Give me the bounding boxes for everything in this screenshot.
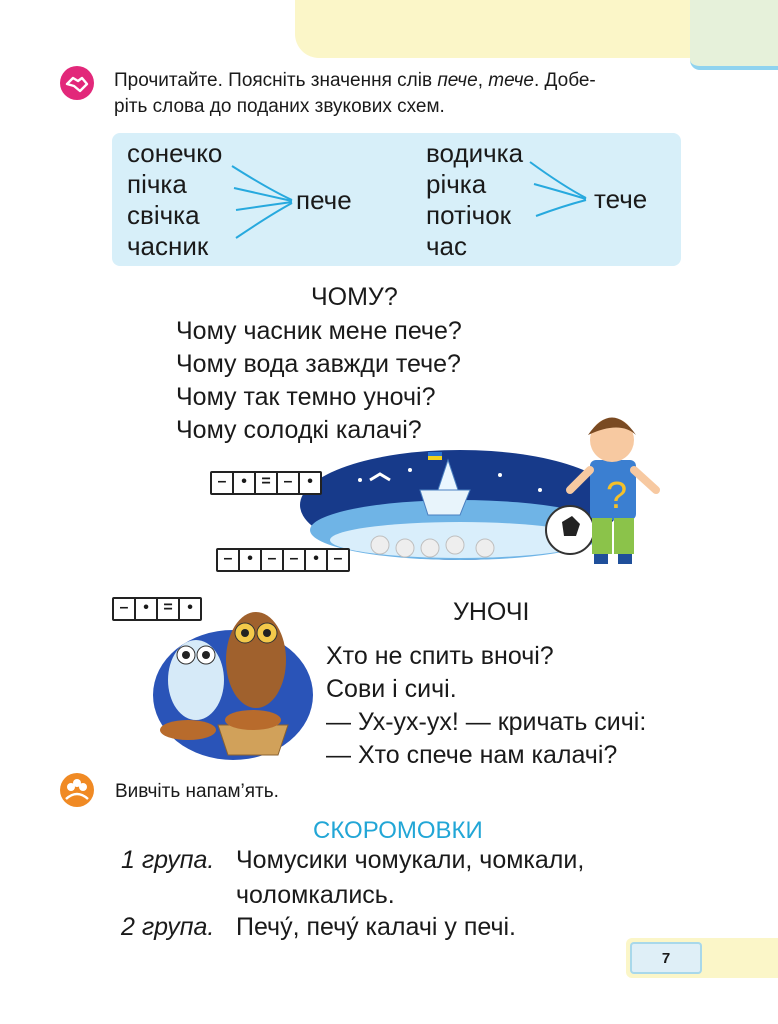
- poem2-text: Хто не спить вночі? Сови і сичі. — Ух-ух-ух! — кричать сичі: — Хто спече нам калачі?: [326, 642, 647, 769]
- exercise2-instruction: Вивчіть напам’ять.: [115, 781, 279, 802]
- tongue-twister-group1-text: Чомусики чомукали, чомкали, чоломкались.: [236, 846, 585, 909]
- poem1-title: ЧОМУ?: [311, 283, 398, 311]
- page-number: 7: [630, 942, 702, 974]
- sound-scheme-2: – • – – • –: [216, 548, 350, 572]
- group-icon: [60, 773, 94, 807]
- target-word-right: тече: [594, 184, 648, 214]
- top-band-tab: [690, 0, 778, 70]
- arrows-right: [528, 158, 594, 238]
- svg-text:?: ?: [606, 475, 628, 517]
- target-word-left: пече: [296, 185, 352, 215]
- poem1-text: Чому часник мене пече? Чому вода завжди тече? Чому так темно уночі? Чому солодкі калачі?: [176, 317, 462, 444]
- arrows-left: [230, 160, 300, 250]
- handshake-icon: [60, 66, 94, 100]
- tongue-twisters-title: СКОРОМОВКИ: [313, 817, 483, 844]
- tongue-twister-group2-label: 2 група.: [121, 913, 215, 941]
- sound-scheme-1: – • = – •: [210, 471, 322, 495]
- owls-illustration: [148, 605, 318, 765]
- word-list-left: сонечко пічка свічка часник: [127, 138, 223, 261]
- tongue-twister-group1-label: 1 група.: [121, 846, 215, 874]
- sound-scheme-3: – • = •: [112, 597, 202, 621]
- poem2-title: УНОЧІ: [453, 598, 530, 626]
- tongue-twister-group2-text: Печу́, печу́ калачі у печі.: [236, 913, 516, 941]
- exercise1-instruction: Прочитайте. Поясніть значення слів пече, тече. Добе- ріть слова до поданих звукових схем.: [114, 70, 596, 117]
- word-list-right: водичка річка потічок час: [426, 138, 524, 261]
- night-sea-boy-illustration: [300, 330, 680, 570]
